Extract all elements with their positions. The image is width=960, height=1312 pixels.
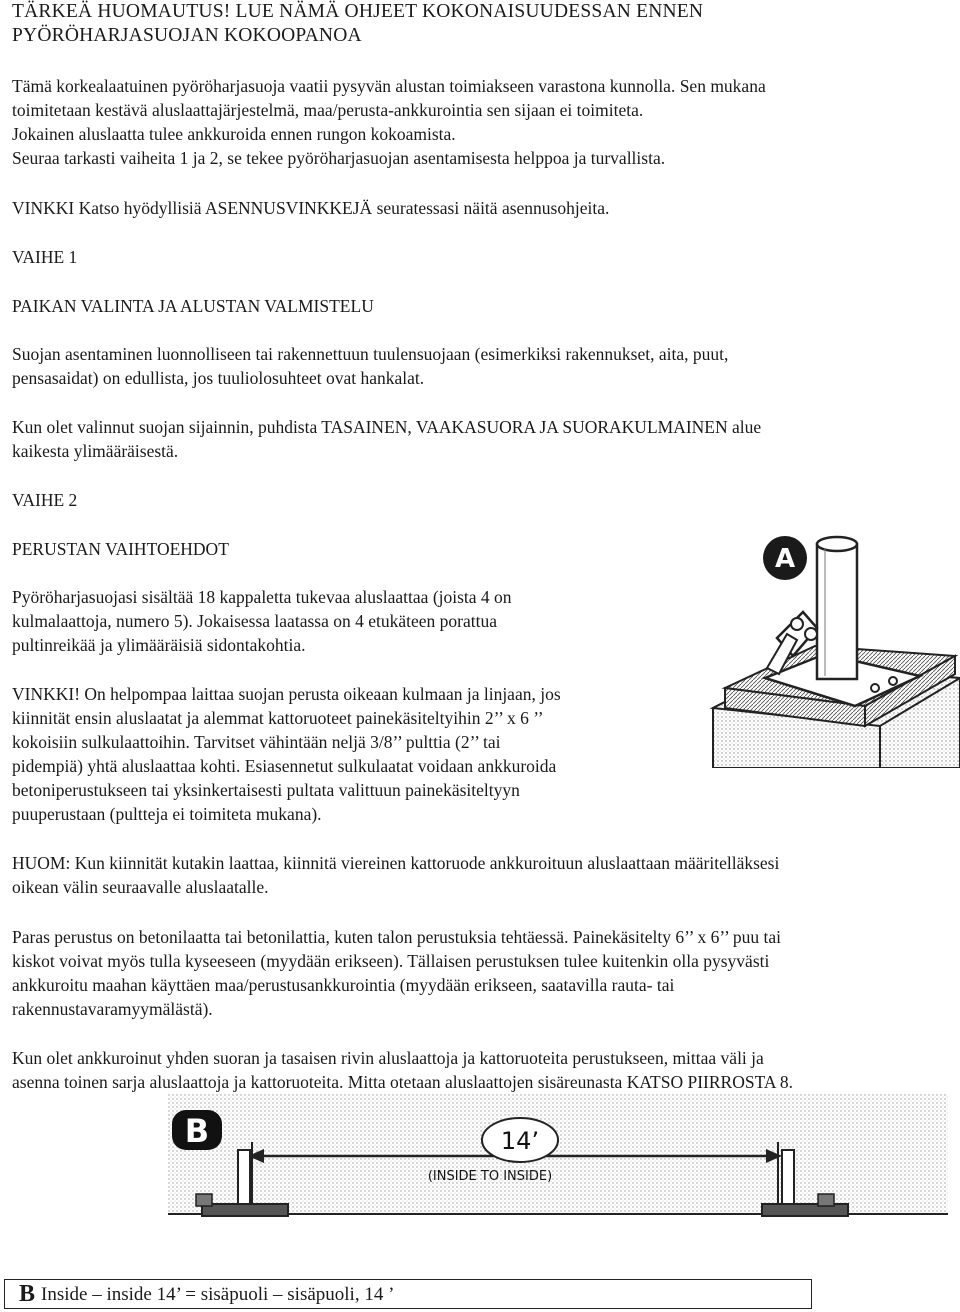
step2-tip-line-6: puuperustaan (pultteja ei toimiteta mukana). <box>12 804 322 824</box>
step2-para1-line-2: kulmalaattoja, numero 5). Jokaisessa laatassa on 4 etukäteen porattua <box>12 611 497 631</box>
ground <box>168 1214 948 1270</box>
step2-label: VAIHE 2 <box>12 490 78 510</box>
step2-tip-line-1: VINKKI! On helpompaa laittaa suojan perusta oikeaan kulmaan ja linjaan, jos <box>12 684 561 704</box>
step2-best-line-4: rakennustavaramyymälästä). <box>12 999 213 1019</box>
figure-a-letter: A <box>774 544 796 574</box>
step2-title: PERUSTAN VAIHTOEHDOT <box>12 539 229 559</box>
caption-letter: B <box>19 1281 36 1307</box>
step2-best-line-3: ankkuroitu maahan käyttäen maa/perustusankkurointia (myydään erikseen, saatavilla rauta- tai <box>12 975 675 995</box>
inside-to-inside-label: (INSIDE TO INSIDE) <box>427 1169 553 1184</box>
step1-label: VAIHE 1 <box>12 247 78 267</box>
intro-line-3: Jokainen aluslaatta tulee ankkuroida ennen rungon kokoamista. <box>12 124 456 144</box>
step2-tip-line-3: kokoisiin sulkulaattoihin. Tarvitset vähintään neljä 3/8’’ pulttia (2’’ tai <box>12 732 501 752</box>
step1-para1-line-2: pensasaidat) on edullista, jos tuuliolosuhteet ovat hankalat. <box>12 368 425 388</box>
step1-para1-line-1: Suojan asentaminen luonnolliseen tai rakennettuun tuulensuojaan (esimerkiksi rakennukset, aita, puut, <box>12 344 729 364</box>
notice-line-1: TÄRKEÄ HUOMAUTUS! LUE NÄMÄ OHJEET KOKONAISUUDESSAN ENNEN <box>12 1 704 22</box>
step2-note-line-1: HUOM: Kun kiinnität kutakin laattaa, kiinnitä viereinen kattoruode ankkuroituun aluslaattaan määritelläksesi <box>12 853 780 873</box>
step1-para2-line-2: kaikesta ylimääräisestä. <box>12 441 179 461</box>
step2-tip-line-5: betoniperustukseen tai yksinkertaisesti pultata valittuun painekäsiteltyyn <box>12 780 520 800</box>
step2-tip-line-4: pidempiä) yhtä aluslaattaa kohti. Esiasennetut sulkulaatat voidaan ankkuroida <box>12 756 557 776</box>
step1-title: PAIKAN VALINTA JA ALUSTAN VALMISTELU <box>12 296 374 316</box>
figure-b-caption <box>4 1279 812 1309</box>
intro-line-1: Tämä korkealaatuinen pyöröharjasuoja vaatii pysyvän alustan toimiakseen varastona kunnolla. Sen mukana <box>12 76 766 96</box>
step2-tip-line-2: kiinnität ensin aluslaatat ja alemmat kattoruoteet painekäsiteltyihin 2’’ x 6 ’’ <box>12 708 544 728</box>
step1-para2-line-1: Kun olet valinnut suojan sijainnin, puhdista TASAINEN, VAAKASUORA JA SUORAKULMAINEN alue <box>12 417 762 437</box>
distance-label: 14’ <box>500 1127 540 1155</box>
step2-row-line-1: Kun olet ankkuroinut yhden suoran ja tasaisen rivin aluslaattoja ja kattoruoteita perustukseen, mittaa väli ja <box>12 1048 764 1068</box>
tip-line: VINKKI Katso hyödyllisiä ASENNUSVINKKEJÄ seuratessasi näitä asennusohjeita. <box>12 198 610 218</box>
step2-para1-line-3: pultinreikää ja ylimääräisiä sidontakohtia. <box>12 635 306 655</box>
notice-line-2: PYÖRÖHARJASUOJAN KOKOOPANOA <box>12 25 362 46</box>
step2-note-line-2: oikean välin seuraavalle aluslaatalle. <box>12 877 269 897</box>
figure-a-illustration <box>705 528 960 768</box>
intro-line-2: toimitetaan kestävä aluslaattajärjestelmä, maa/perusta-ankkurointia sen sijaan ei toimiteta. <box>12 100 644 120</box>
figure-b-badge <box>172 1110 222 1150</box>
step2-best-line-1: Paras perustus on betonilaatta tai betonilattia, kuten talon perustuksia tehtäessä. Painekäsitelty 6’’ x 6’’ puu tai <box>12 927 781 947</box>
step2-best-line-2: kiskot voivat myös tulla kyseeseen (myydään erikseen). Tällaisen perustuksen tulee kuitenkin olla pysyvästi <box>12 951 770 971</box>
figure-b-letter: B <box>184 1112 210 1150</box>
step2-para1-line-1: Pyöröharjasuojasi sisältää 18 kappaletta tukevaa aluslaattaa (joista 4 on <box>12 587 512 607</box>
figure-b-illustration <box>168 1094 948 1270</box>
post <box>817 537 857 679</box>
step2-row-line-2: asenna toinen sarja aluslaattoja ja kattoruoteita. Mitta otetaan aluslaattojen sisäreunasta KATSO PIIRROSTA 8. <box>12 1072 794 1092</box>
caption-text: Inside – inside 14’ = sisäpuoli – sisäpuoli, 14 ’ <box>41 1284 395 1305</box>
intro-line-4: Seuraa tarkasti vaiheita 1 ja 2, se tekee pyöröharjasuojan asentamisesta helppoa ja turvallista. <box>12 148 666 168</box>
